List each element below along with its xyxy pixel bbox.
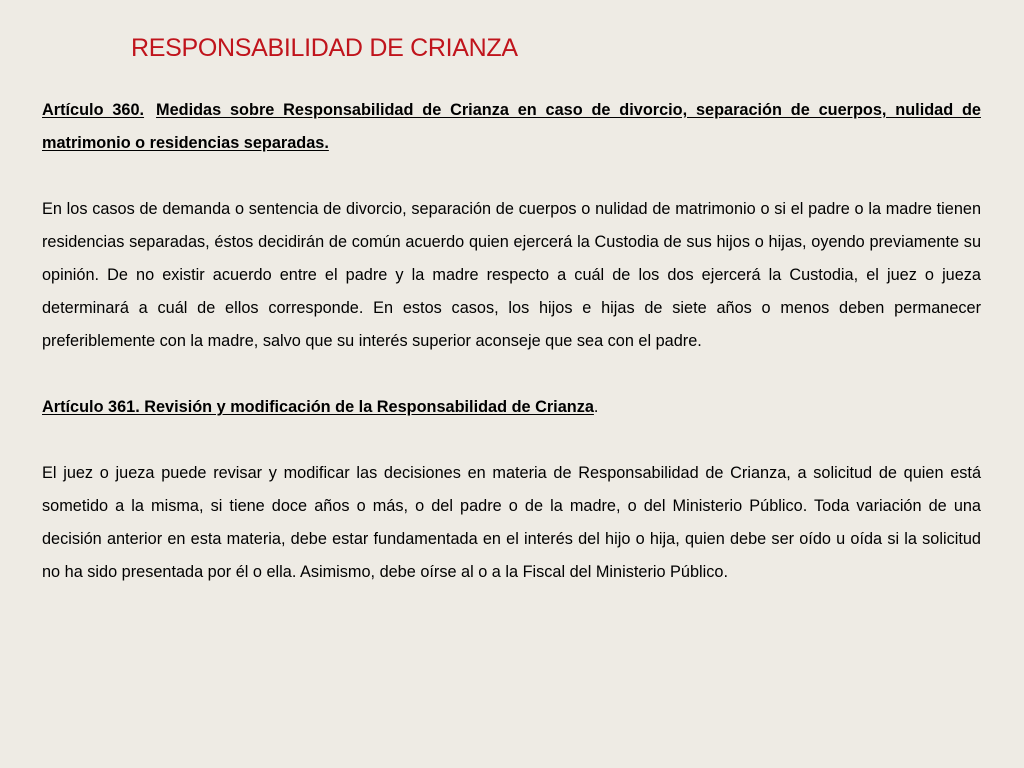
article-360-heading [42,94,981,160]
article-360-title: Medidas sobre Responsabilidad de Crianza en caso de divorcio, separación de cuerpos, nulidad de matrimonio o residencias separadas. [42,101,981,152]
article-360-body: En los casos de demanda o sentencia de divorcio, separación de cuerpos o nulidad de matrimonio o si el padre o la madre tienen residencias separadas, éstos decidirán de común acuerdo quien ejercerá la Custodia de sus hijos o hijas, oyendo previamente su opinión. De no existir acuerdo entre el padre y la madre respecto a cuál de los dos ejercerá la Custodia, el juez o jueza determinará a cuál de ellos corresponde. En estos casos, los hijos e hijas de siete años o menos deben permanecer preferiblemente con la madre, salvo que su interés superior aconseje que sea con el padre. [42,200,981,350]
slide-title: RESPONSABILIDAD DE CRIANZA [131,34,518,62]
article-361-title: Artículo 361. Revisión y modificación de la Responsabilidad de Crianza [42,398,594,416]
slide-body [42,94,981,622]
article-361-body: El juez o jueza puede revisar y modificar las decisiones en materia de Responsabilidad de Crianza, a solicitud de quien está sometido a la misma, si tiene doce años o más, o del padre o de la madre, o del Ministerio Público. Toda variación de una decisión anterior en esta materia, debe estar fundamentada en el interés del hijo o hija, quien debe ser oído u oída si la solicitud no ha sido presentada por él o ella. Asimismo, debe oírse al o a la Fiscal del Ministerio Público. [42,464,981,581]
article-361-heading [42,391,981,424]
article-361-heading-period: . [593,398,599,416]
article-360-number: Artículo 360. [42,101,145,119]
